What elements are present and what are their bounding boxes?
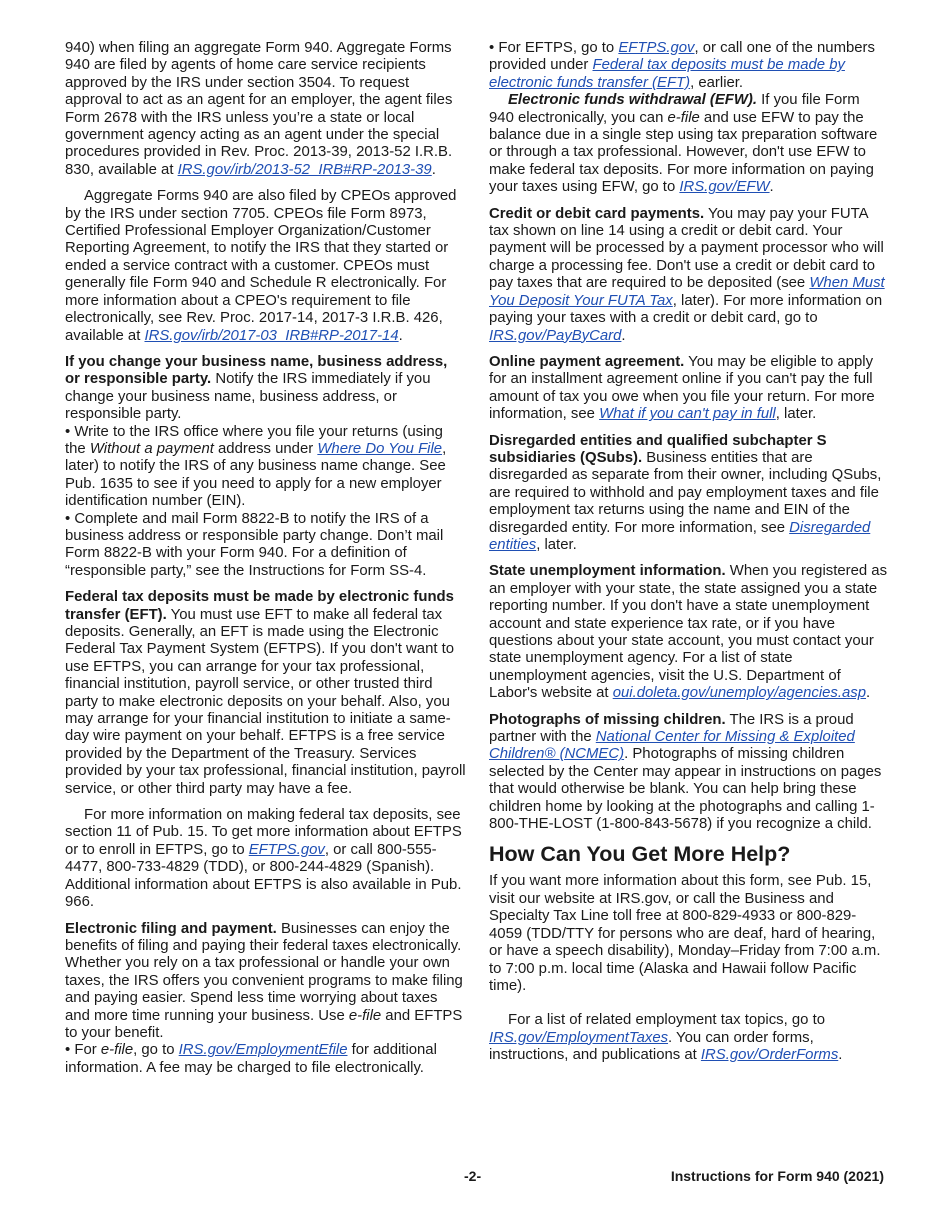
state-unemployment-paragraph: State unemployment information. When you registered as an employer with your state, the state assigned you a state reporting number. If you don't have a state unemployment account and state experience tax rate, or if you have questions about your state account, you must contact your state unemployment agency. For a list of state unemployment agencies, visit the U.S. Department of Labor's website at oui.doleta.gov/unemploy/agencies.asp. [489, 563, 888, 702]
online-payment-paragraph: Online payment agreement. You may be eligible to apply for an installment agreement online if you can't pay the full amount of tax you owe when you file your return. For more information, see What if you can't pay in full, later. [489, 353, 875, 423]
federal-tax-deposits-link[interactable]: Federal tax deposits must be made by electronic funds transfer (EFT) [489, 57, 845, 91]
ncmec-link[interactable]: National Center for Missing & Exploited Children® (NCMEC) [489, 729, 855, 763]
online-payment-heading: Online payment agreement. [489, 353, 685, 370]
eft-paragraph: Federal tax deposits must be made by electronic funds transfer (EFT). You must use EFT to make all federal tax deposits. Generally, an EFT is made using the Electronic Federal Tax Payment System (EFTPS). If you don't want to use EFTPS, you can arrange for your tax professional, financial institution, payroll service, or other trusted third party to make electronic deposits on your behalf. Also, you may arrange for your financial institution to initiate a same-day wire payment on your behalf. EFTPS is a free service provided by the Department of the Treasury. Services provided by your tax professional, financial institution, payroll service, or other third party may have a fee. [65, 589, 466, 797]
section-title: How Can You Get More Help? [489, 842, 791, 867]
business-name-change-heading: If you change your business name, business address, or responsible party. [65, 353, 448, 388]
missing-children-heading: Photographs of missing children. [489, 711, 726, 728]
cant-pay-in-full-link[interactable]: What if you can't pay in full [599, 406, 776, 423]
employment-efile-link[interactable]: IRS.gov/EmploymentEfile [178, 1042, 348, 1059]
missing-children-paragraph: Photographs of missing children. The IRS is a proud partner with the National Center for Missing & Exploited Children® (NCMEC). Photographs of missing children selected by the Center may appear in instructions on pages that would otherwise be blank. You can help bring these children home by looking at the photographs and calling 1-800-THE-LOST (1-800-843-5678) if you recognize a child. [489, 711, 882, 833]
eftps-gov-link[interactable]: EFTPS.gov [618, 40, 695, 56]
when-must-you-deposit-link[interactable]: When Must You Deposit Your FUTA Tax [489, 275, 885, 309]
eftps-info-paragraph: For more information on making federal tax deposits, see section 11 of Pub. 15. To get more information about EFTPS or to enroll in EFTPS, go to EFTPS.gov, or call 800-555-4477, 800-733-4829 (TDD), or 800-244-4829 (Spanish). Additional information about EFTPS is also available in Pub. 966. [65, 807, 462, 911]
electronic-filing-paragraph: Electronic filing and payment. Businesses can enjoy the benefits of filing and paying their federal taxes electronically. Whether you rely on a tax professional or handle your own taxes, the IRS offers you convenient programs to make filing and paying easier. Spend less time worrying about taxes and more time running your business. Use e-file and EFTPS to your benefit. [65, 920, 463, 1041]
where-do-you-file-link[interactable]: Where Do You File [317, 440, 443, 457]
order-forms-link[interactable]: IRS.gov/OrderForms [700, 1047, 839, 1064]
electronic-filing-heading: Electronic filing and payment. [65, 920, 277, 937]
eftps-link[interactable]: EFTPS.gov [248, 841, 325, 858]
efw-paragraph: Electronic funds withdrawal (EFW). If you file Form 940 electronically, you can e-file and use EFW to pay the balance due in a single step using tax preparation software or through a tax professional. However, don't use EFW to make federal tax deposits. For more information on paying your taxes using EFW, go to IRS.gov/EFW. [489, 92, 878, 196]
page-number: -2- [464, 1168, 482, 1184]
more-help-paragraph: If you want more information about this form, see Pub. 15, visit our website at IRS.gov, or call the Business and Specialty Tax Line toll free at 800-829-4933 or 800-829-4059 (TDD/TTY for persons who are deaf, hard of hearing, or have a speech disability), Monday–Friday from 7:00 a.m. to 7:00 p.m. local time (Alaska and Hawaii follow Pacific time). [489, 873, 881, 994]
aggregate-forms-cpeo-paragraph: Aggregate Forms 940 are also filed by CPEOs approved by the IRS under section 7705. CPEOs file Form 8973, Certified Professional Employer Organization/Customer Reporting Agreement, to notify the IRS that they started or ended a service contract with a customer. CPEOs must generally file Form 940 and Schedule R electronically. For more information about a CPEO's requirement to file electronically, see Rev. Proc. 2017-14, 2017-3 I.R.B. 426, available at IRS.gov/irb/2017-03_IRB#RP-2017-14. [65, 188, 457, 344]
right-column [489, 40, 888, 1074]
aggregate-forms-agents-paragraph: 940) when filing an aggregate Form 940. Aggregate Forms 940 are filed by agents of home care service recipients approved by the IRS under section 3504. To request approval to act as an agent for an employer, the agent files Form 2678 with the IRS unless you’re a state or local government agency acting as an agent under the special procedures provided in Rev. Proc. 2013-39, 2013-52 I.R.B. 830, available at IRS.gov/irb/2013-52_IRB#RP-2013-39. [65, 40, 453, 178]
efw-heading: Electronic funds withdrawal (EFW). [508, 92, 758, 109]
doleta-agencies-link[interactable]: oui.doleta.gov/unemploy/agencies.asp [612, 685, 867, 702]
business-name-change-paragraph: If you change your business name, business address, or responsible party. Notify the IRS immediately if you change your business name, business address, or responsible party. [65, 353, 448, 423]
bullet-form-8822b: • Complete and mail Form 8822-B to notify the IRS of a business address or responsible party change. Don’t mail Form 8822-B with your Form 940. For a definition of “responsible party,” see the Instructions for Form SS-4. [65, 511, 466, 581]
employment-tax-topics-paragraph: For a list of related employment tax topics, go to IRS.gov/EmploymentTaxes. You can order forms, instructions, and publications at IRS.gov/OrderForms. [489, 1012, 843, 1064]
irs-efw-link[interactable]: IRS.gov/EFW [679, 179, 770, 196]
bullet-efile: • For e-file, go to IRS.gov/EmploymentEfile for additional information. A fee may be charged to file electronically. [65, 1042, 466, 1077]
left-column [65, 40, 466, 1086]
disregarded-entities-heading: Disregarded entities and qualified subchapter S subsidiaries (QSubs). [489, 432, 827, 466]
bullet-write-irs-office: • Write to the IRS office where you file your returns (using the Without a payment address under Where Do You File, later) to notify the IRS of any business name change. See Pub. 1635 to see if you need to apply for a new employer identification number (EIN). [65, 424, 466, 511]
state-unemployment-heading: State unemployment information. [489, 563, 726, 580]
disregarded-entities-paragraph: Disregarded entities and qualified subchapter S subsidiaries (QSubs). Business entities that are disregarded as separate from their owner, including QSubs, are required to withhold and pay employment taxes and file employment tax returns using the name and EIN of the disregarded entity. For more information, see Disregarded entities, later. [489, 432, 882, 553]
employment-taxes-link[interactable]: IRS.gov/EmploymentTaxes [489, 1029, 669, 1046]
irs-irb-2013-52-link[interactable]: IRS.gov/irb/2013-52_IRB#RP-2013-39 [177, 161, 432, 178]
disregarded-entities-link[interactable]: Disregarded entities [489, 519, 871, 553]
card-payments-paragraph: Credit or debit card payments. You may pay your FUTA tax shown on line 14 using a credit or debit card. Your payment will be processed by a payment processor who will charge a processing fee. Don't use a credit or debit card to pay taxes that are required to be deposited (see When Must You Deposit Your FUTA Tax, later). For more information on paying your taxes with a credit or debit card, go to IRS.gov/PayByCard. [489, 205, 885, 344]
card-payments-heading: Credit or debit card payments. [489, 205, 705, 222]
irs-irb-2017-03-link[interactable]: IRS.gov/irb/2017-03_IRB#RP-2017-14 [144, 327, 399, 344]
bullet-eftps: • For EFTPS, go to EFTPS.gov, or call one of the numbers provided under Federal tax deposits must be made by electronic funds transfer (EFT), earlier. [489, 40, 888, 92]
eft-heading: Federal tax deposits must be made by electronic funds transfer (EFT). [65, 589, 454, 623]
pay-by-card-link[interactable]: IRS.gov/PayByCard [489, 327, 622, 344]
footer-title: Instructions for Form 940 (2021) [670, 1168, 884, 1184]
